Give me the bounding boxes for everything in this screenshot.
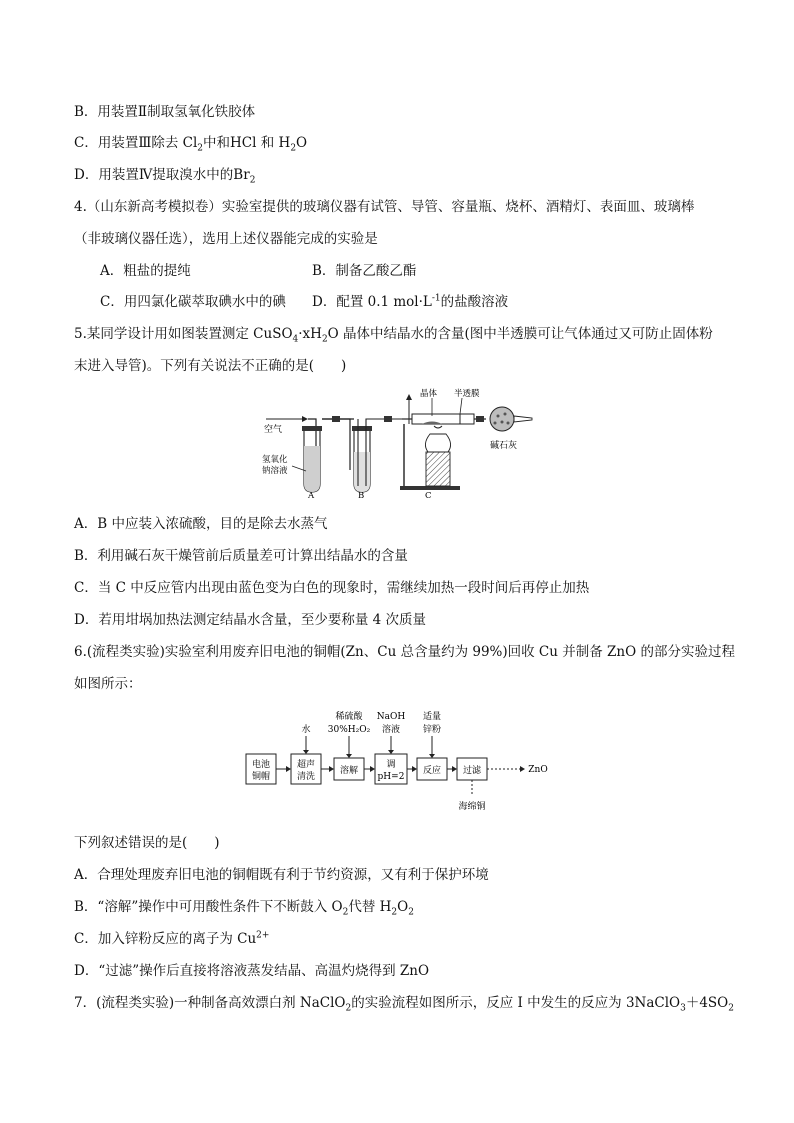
q6-option-d: D．“过滤”操作后直接将溶液蒸发结晶、高温灼烧得到 ZnO xyxy=(74,963,430,979)
q5-option-a: A．B 中应装入浓硫酸，目的是除去水蒸气 xyxy=(74,516,328,532)
flow-reagent1-line2: 30%H₂O₂ xyxy=(327,725,371,735)
q5-apparatus-figure xyxy=(262,386,538,501)
q5-option-b: B．利用碱石灰干燥管前后质量差可计算出结晶水的含量 xyxy=(74,548,408,564)
flow-box6: 过滤 xyxy=(462,766,482,776)
flow-box4-line1: 调 xyxy=(386,760,396,770)
q4-option-c: C．用四氯化碳萃取碘水中的碘 xyxy=(100,294,286,310)
q7-stem-line1: 7．(流程类实验)一种制备高效漂白剂 NaClO$_2$的实验流程如图所示，反应 I 中发生的反应为 $3NaClO_3+4SO_2$ xyxy=(74,995,734,1014)
reaction-tube-c xyxy=(400,394,486,490)
label-b: B xyxy=(358,491,365,501)
flow-product: ZnO xyxy=(528,765,548,775)
sodalime-label: 碱石灰 xyxy=(490,441,518,451)
q5-stem-line2: 末进入导管)。下列有关说法不正确的是( ) xyxy=(74,358,347,374)
crystal-label: 晶体 xyxy=(420,389,438,399)
flow-box1-line1: 电池 xyxy=(251,760,271,770)
q4-stem-line2: （非玻璃仪器任选），选用上述仪器能完成的实验是 xyxy=(74,231,378,247)
flow-reagent2-line2: 溶液 xyxy=(381,725,401,735)
air-label: 空气 xyxy=(264,425,283,435)
q3-option-b: B．用装置Ⅱ制取氢氧化铁胶体 xyxy=(74,104,256,120)
q6-question: 下列叙述错误的是( ) xyxy=(74,835,220,851)
flow-water: 水 xyxy=(301,725,311,735)
q4-option-d: D．配置 0.1 $mol\cdot L^{-1}$的盐酸溶液 xyxy=(312,293,509,310)
label-c: C xyxy=(425,491,432,501)
flow-reagent3-line2: 锌粉 xyxy=(422,725,442,735)
q4-option-b: B．制备乙酸乙酯 xyxy=(312,263,417,279)
membrane-label: 半透膜 xyxy=(454,389,480,399)
flow-box5: 反应 xyxy=(422,766,442,776)
q6-option-b: B．“溶解”操作中可用酸性条件下不断鼓入 $O_2$代替 $H_2O_2$ xyxy=(74,899,414,918)
q6-option-a: A．合理处理废弃旧电池的铜帽既有利于节约资源，又有利于保护环境 xyxy=(74,867,489,883)
q6-flow-chart xyxy=(244,708,554,816)
q5-option-c: C．当 C 中反应管内出现由蓝色变为白色的现象时，需继续加热一段时间后再停止加热 xyxy=(74,580,590,596)
tube-a xyxy=(302,419,350,492)
flow-reagent2-line1: NaOH xyxy=(376,712,406,722)
flow-box4-line2: pH=2 xyxy=(377,772,405,782)
flow-box2-line2: 清洗 xyxy=(296,772,316,782)
q3-option-d: D．用装置Ⅳ提取溴水中的$Br_2$ xyxy=(74,167,256,186)
q5-option-d: D．若用坩埚加热法测定结晶水含量，至少要称量 4 次质量 xyxy=(74,612,426,628)
q6-stem-line1: 6.(流程类实验)实验室利用废弃旧电池的铜帽(Zn、Cu 总含量约为 99%)回收 Cu 并制备 ZnO 的部分实验过程 xyxy=(74,644,735,660)
flow-box3: 溶解 xyxy=(339,766,359,776)
flow-reagent3-line1: 适量 xyxy=(422,712,442,722)
q5-stem-line1: 5.某同学设计用如图装置测定 $CuSO_4\cdot xH_2O$ 晶体中结晶水的含量(图中半透膜可让气体通过又可防止固体粉 xyxy=(74,326,713,345)
label-a: A xyxy=(308,491,315,501)
flow-reagent1-line1: 稀硫酸 xyxy=(335,712,363,722)
flow-byproduct: 海绵铜 xyxy=(458,802,486,812)
q4-option-a: A．粗盐的提纯 xyxy=(100,263,191,279)
naoh-label-line1: 氢氧化 xyxy=(262,455,288,465)
naoh-label-line2: 钠溶液 xyxy=(262,466,288,476)
q4-stem-line1: 4.（山东新高考模拟卷）实验室提供的玻璃仪器有试管、导管、容量瓶、烧杯、酒精灯、表面皿、玻璃棒 xyxy=(74,199,695,215)
soda-lime-tube xyxy=(490,407,532,431)
flow-box1-line2: 铜帽 xyxy=(251,772,271,782)
flow-box2-line1: 超声 xyxy=(296,760,316,770)
q6-stem-line2: 如图所示： xyxy=(74,676,142,692)
q3-option-c: C．用装置Ⅲ除去 $Cl_2$中和HCl 和 $H_2O$ xyxy=(74,135,308,154)
tube-b xyxy=(352,419,402,492)
q6-option-c: C．加入锌粉反应的离子为 $Cu^{2+}$ xyxy=(74,930,270,947)
